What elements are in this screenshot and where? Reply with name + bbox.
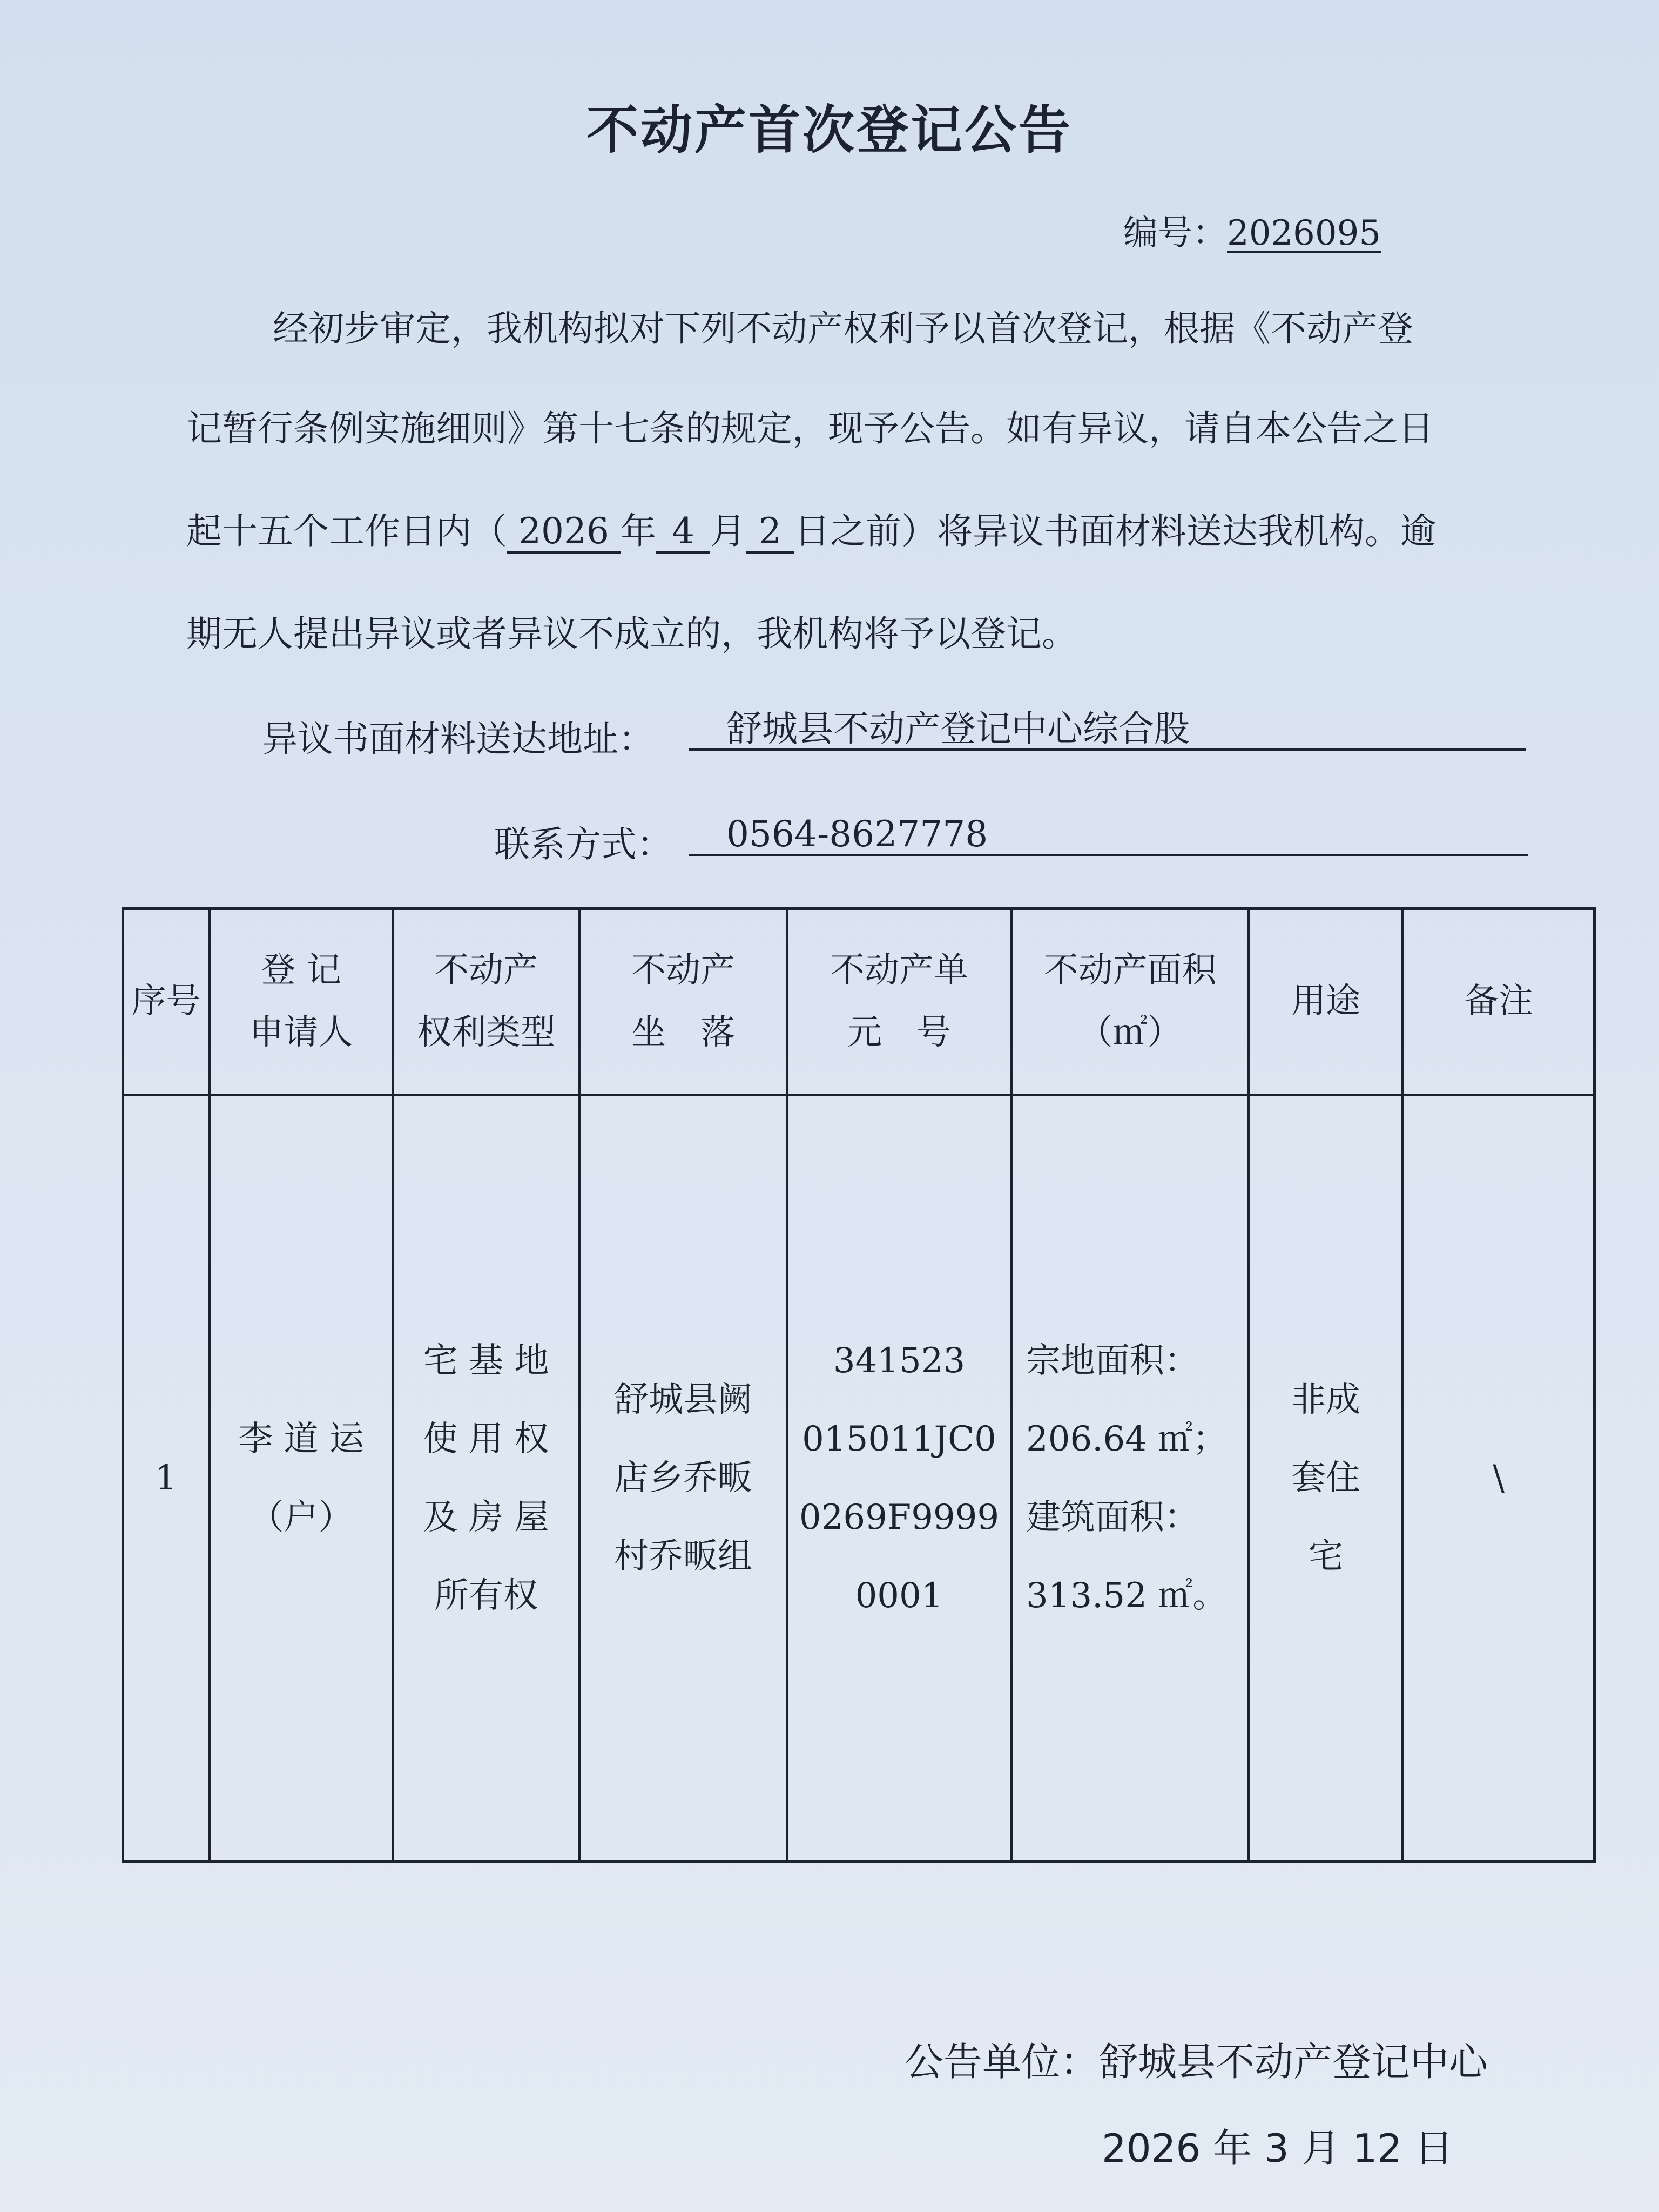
body-line-3-prefix: 起十五个工作日内（ (186, 510, 507, 552)
cell-unit-number: 341523 015011JC0 0269F9999 0001 (787, 1095, 1011, 1862)
table-header-row (123, 909, 1595, 1095)
header-unit-number: 不动产单 元 号 (787, 909, 1011, 1095)
header-remark: 备注 (1403, 909, 1595, 1095)
deadline-year: 2026 (507, 512, 621, 554)
document-number-label: 编号： (1123, 213, 1227, 253)
body-line-1: 经初步审定，我机构拟对下列不动产权利予以首次登记，根据《不动产登 (273, 308, 1413, 349)
body-line-3 (186, 502, 1520, 554)
body-line-4: 期无人提出异议或者异议不成立的，我机构将予以登记。 (186, 613, 1077, 655)
cell-serial: 1 (123, 1095, 210, 1862)
header-serial: 序号 (123, 909, 210, 1095)
table-row (123, 1095, 1595, 1862)
cell-usage: 非成 套住 宅 (1249, 1095, 1403, 1862)
month-char: 月 (710, 510, 746, 552)
year-char: 年 (621, 510, 656, 552)
document-number (1123, 205, 1381, 255)
address-label: 异议书面材料送达地址： (262, 718, 654, 760)
header-applicant: 登 记 申请人 (210, 909, 393, 1095)
announcement-date: 2026 年 3 月 12 日 (1102, 2126, 1454, 2171)
address-value: 舒城县不动产登记中心综合股 (689, 702, 1526, 751)
page-title: 不动产首次登记公告 (586, 100, 1073, 160)
contact-label: 联系方式： (494, 824, 672, 865)
cell-applicant: 李 道 运 （户） (210, 1095, 393, 1862)
deadline-day: 2 (746, 512, 794, 554)
body-line-2: 记暂行条例实施细则》第十七条的规定，现予公告。如有异议，请自本公告之日 (186, 408, 1434, 449)
cell-remark: \ (1403, 1095, 1595, 1862)
header-right-type: 不动产 权利类型 (393, 909, 579, 1095)
announcing-unit: 公告单位：舒城县不动产登记中心 (905, 2039, 1488, 2085)
cell-area: 宗地面积： 206.64 ㎡； 建筑面积： 313.52 ㎡。 (1011, 1095, 1249, 1862)
header-area: 不动产面积 （㎡） (1011, 909, 1249, 1095)
deadline-month: 4 (656, 512, 710, 554)
cell-location: 舒城县阙 店乡乔畈 村乔畈组 (579, 1095, 787, 1862)
body-line-3-suffix: 日之前）将异议书面材料送达我机构。逾 (794, 510, 1436, 552)
header-usage: 用途 (1249, 909, 1403, 1095)
document-number-value: 2026095 (1227, 213, 1381, 253)
contact-value: 0564-8627778 (689, 807, 1528, 856)
notice-table (122, 907, 1596, 1863)
header-location: 不动产 坐 落 (579, 909, 787, 1095)
cell-right-type: 宅 基 地 使 用 权 及 房 屋 所有权 (393, 1095, 579, 1862)
